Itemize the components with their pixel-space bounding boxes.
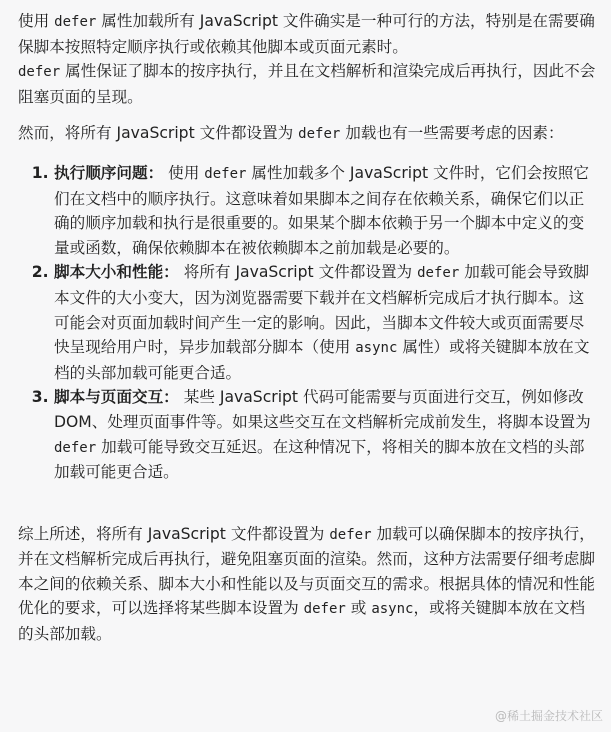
text: 属性加载多个 JavaScript 文件时，它们会按照它们在文档中的顺序执行。这意味着如果脚本之间存在依赖关系，确保它们以正确的顺序加载和执行是很重要的。如果某个脚本依赖于另一个脚本中定义的变量或函数，确保依赖脚本在被依赖脚本之前加载是必要的。 [54, 163, 589, 257]
list-item [54, 385, 598, 484]
text: 加载也有一些需要考虑的因素： [340, 124, 564, 143]
inline-code: defer [303, 601, 346, 618]
text: 综上所述，将所有 JavaScript 文件都设置为 [18, 524, 330, 543]
intro-paragraph [18, 9, 598, 109]
spacer [18, 485, 598, 522]
inline-code: defer [18, 64, 61, 81]
item-title: 脚本与页面交互： [54, 388, 179, 407]
text: 属性保证了脚本的按序执行，并且在文档解析和渲染完成后再执行，因此不会阻塞页面的呈现。 [18, 62, 596, 106]
inline-code: async [371, 601, 414, 618]
inline-code: defer [417, 265, 460, 282]
watermark: @稀土掘金技术社区 [494, 709, 603, 723]
list-item [54, 260, 598, 385]
text: 使用 [18, 12, 55, 30]
text: 加载可能导致交互延迟。在这种情况下，将相关的脚本放在文档的头部加载可能更合适。 [54, 437, 585, 482]
text: 加载可能会导致脚本文件的大小变大，因为浏览器需要下载并在文档解析完成后才执行脚本。这可能会对页面加载时间产生一定的影响。因此，当脚本文件较大或页面需要尽快呈现给用户时，异步加载部分脚本（使用 [54, 263, 589, 357]
text: 然而，将所有 JavaScript 文件都设置为 [18, 124, 299, 143]
text: 使用 [163, 163, 205, 182]
item-title: 脚本大小和性能： [54, 263, 179, 282]
text: ，或将关键脚本放在文档的头部加载。 [18, 599, 586, 644]
list-item [54, 161, 598, 260]
summary-paragraph [18, 522, 598, 647]
inline-code: defer [298, 126, 341, 143]
inline-code: async [355, 340, 398, 357]
item-title: 执行顺序问题： [54, 163, 164, 182]
text: 将所有 JavaScript 文件都设置为 [178, 263, 418, 282]
text: 加载可以确保脚本的按序执行，并在文档解析完成后再执行，避免阻塞页面的渲染。然而，这种方法需要仔细考虑脚本之间的依赖关系、脚本大小和性能以及与页面交互的需求。根据具体的情况和性能优化的要求，可以选择将某些脚本设置为 [18, 524, 595, 618]
text: 属性加载所有 JavaScript 文件确实是一种可行的方法，特别是在需要确保脚本按照特定顺序执行或依赖其他脚本或页面元素时。 [18, 12, 595, 56]
factors-list [18, 161, 598, 485]
inline-code: defer [54, 14, 97, 30]
inline-code: defer [329, 526, 372, 543]
inline-code: defer [204, 165, 247, 182]
text: 或 [345, 599, 372, 618]
factors-intro-paragraph [18, 121, 598, 147]
text: 属性）或将关键脚本放在文档的头部加载可能更合适。 [54, 338, 590, 382]
text: 某些 JavaScript 代码可能需要与页面进行交互，例如修改 DOM、处理页面事件等。如果这些交互在文档解析完成前发生，将脚本设置为 [54, 388, 591, 431]
inline-code: defer [54, 439, 97, 456]
answer-content [18, 9, 598, 647]
